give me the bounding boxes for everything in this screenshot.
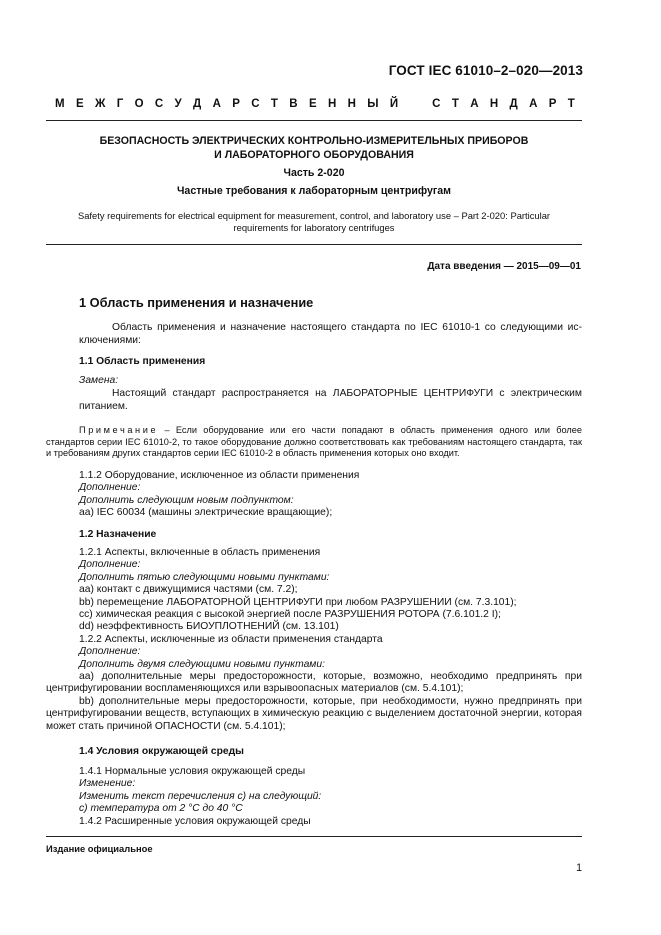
top-rule [46,120,582,121]
official-edition-label: Издание официальное [46,843,153,854]
list-item-aa: aa) IEC 60034 (машины электрические вращающие); [79,507,333,519]
banner-letter: А [212,98,221,110]
section-1-4-heading: 1.4 Условия окружающей среды [79,746,244,757]
section-1-intro: Область применения и назначение настоящего стандарта по IEC 61010-1 со следующими ис-ключениями: [79,322,582,346]
banner-letter: С [432,98,441,110]
clause-1-4-2: 1.4.2 Расширенные условия окружающей среды [79,815,311,827]
addition-instruction: Дополнить пятью следующими новыми пунктами: [79,571,330,583]
banner-letter: С [251,98,260,110]
list-item-dd: dd) неэффективность БИОУПЛОТНЕНИЙ (см. 13.101) [79,621,339,633]
banner-letter: Н [327,98,337,110]
subtitle: Частные требования к лабораторным центрифугам [176,185,452,197]
banner-letter: С [154,98,164,110]
banner-letter: Д [193,98,202,110]
introduction-date: Дата введения — 2015—09—01 [427,261,581,272]
section-1-1-2-block [79,470,582,520]
english-title-line-1: Safety requirements for electrical equipment for measurement, control, and laboratory use – Part 2-020: Particular [77,210,551,221]
list-item-cc: cc) химическая реакция с высокой энергией после РАЗРУШЕНИЯ РОТОРА (7.6.101.2 I); [79,609,501,621]
title-line-1: БЕЗОПАСНОСТЬ ЭЛЕКТРИЧЕСКИХ КОНТРОЛЬНО-ИЗМЕРИТЕЛЬНЫХ ПРИБОРОВ [99,135,529,147]
banner-letter: М [55,98,65,110]
section-1-2-heading: 1.2 Назначение [79,529,157,540]
english-title-line-2: requirements for laboratory centrifuges [233,222,395,233]
temperature-item: c) температура от 2 °C до 40 °C [79,803,243,815]
note-text: – Если оборудование или его части попадают в область применения одного или более стандартов серии IEC 61010-2, то такое оборудование должно соответствовать как требованиям настоящего стандарта, так и требованиям других стандартов серии IEC 61010-2 в область применения которых оно входит. [46,425,582,459]
standard-banner [55,98,575,110]
title-block [46,135,582,162]
banner-letter: Й [389,98,399,110]
section-1-4-block [79,766,582,828]
banner-letter: Е [308,98,317,110]
banner-letter: В [289,98,298,110]
clause-1-2-2: 1.2.2 Аспекты, исключенные из области применения стандарта [79,633,383,645]
clause-1-1-2: 1.1.2 Оборудование, исключенное из области применения [79,470,360,481]
list-item-aa: aa) контакт с движущимися частями (см. 7.2); [79,584,298,596]
banner-letter: Т [270,98,278,110]
clause-1-2-1: 1.2.1 Аспекты, включенные в область применения [79,547,321,558]
scope-text: Настоящий стандарт распространяется на ЛАБОРАТОРНЫЕ ЦЕНТРИФУГИ с электрическим питанием. [79,388,582,412]
banner-letter: Ж [94,98,106,110]
addition-instruction: Дополнить следующим новым подпунктом: [79,494,294,506]
addition-instruction: Дополнить двумя следующими новыми пунктами: [79,658,325,670]
banner-letter: Г [116,98,124,110]
banner-letter: Н [489,98,499,110]
list-item-bb-excluded: bb) дополнительные меры предосторожности, которые, при необходимости, нужно предпринять при центрифугировании веществ, вступающих в химическую реакцию с выделением достаточной энергии, которая может стать причиной ОПАСНОСТИ (см. 5.4.101); [46,695,582,732]
addition-label: Дополнение: [79,482,141,494]
banner-letter: Ы [367,98,379,110]
addition-label: Дополнение: [79,559,141,571]
banner-letter: Е [75,98,84,110]
section-1-heading: 1 Область применения и назначение [79,295,314,310]
english-title [46,210,582,234]
note-label: Примечание [79,425,159,435]
change-label: Изменение: [79,778,136,790]
banner-letter: Д [509,98,518,110]
clause-1-4-1: 1.4.1 Нормальные условия окружающей среды [79,766,306,777]
banner-letter: Т [451,98,459,110]
change-instruction: Изменить текст перечисления c) на следующий: [79,790,322,802]
bottom-rule [46,244,582,245]
banner-letter: Р [232,98,240,110]
banner-letter: У [174,98,182,110]
document-code: ГОСТ IEC 61010–2–020—2013 [388,63,583,78]
list-item-bb: bb) перемещение ЛАБОРАТОРНОЙ ЦЕНТРИФУГИ при любом РАЗРУШЕНИИ (см. 7.3.101); [79,596,517,608]
title-line-2: И ЛАБОРАТОРНОГО ОБОРУДОВАНИЯ [214,148,414,161]
section-1-2-block [46,547,582,733]
footer-rule [46,836,582,837]
note-paragraph [46,425,582,460]
banner-letter: А [470,98,479,110]
banner-letter: Р [548,98,557,110]
addition-label: Дополнение: [79,646,141,658]
banner-letter: О [134,98,144,110]
section-1-1-heading: 1.1 Область применения [79,356,206,367]
part-number: Часть 2-020 [283,167,345,179]
list-item-aa-excluded: aa) дополнительные меры предосторожности, которые, возможно, необходимо предпринять при центрифугировании воспламеняющихся или взрывоопасных материалов (см. 5.4.101); [46,671,582,695]
replace-label: Замена: [79,375,119,386]
banner-letter: А [529,98,538,110]
banner-letter: Т [567,98,575,110]
banner-letter: Н [347,98,356,110]
page-number: 1 [576,862,582,874]
